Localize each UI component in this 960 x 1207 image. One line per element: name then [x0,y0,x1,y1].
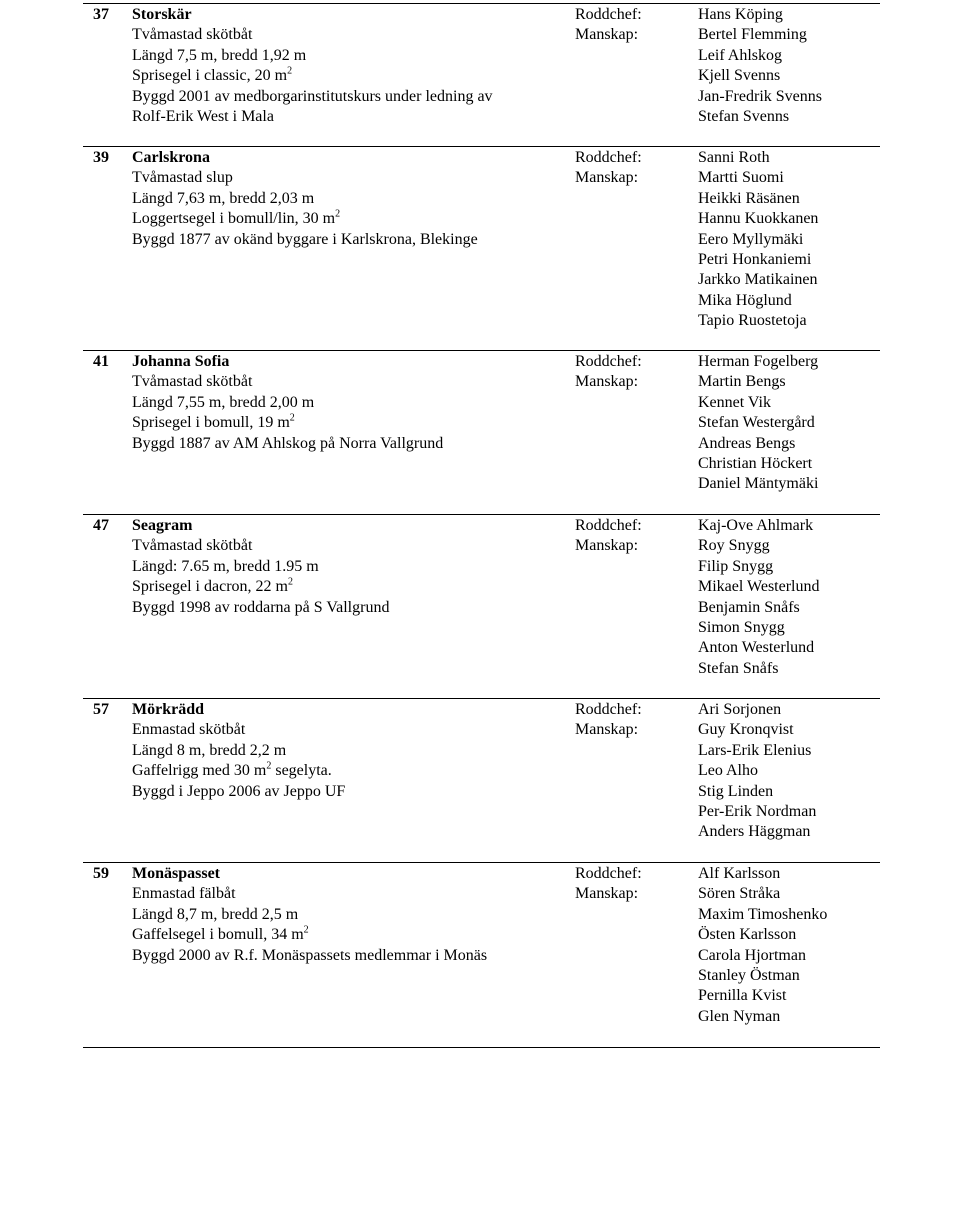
rule-separator [83,862,880,863]
boat-detail-text: Tvåmastad skötbåt [132,373,253,391]
boat-detail-text: Enmastad skötbåt [132,721,246,739]
crew-member: Daniel Mäntymäki [698,475,819,493]
crew-member: Anton Westerlund [698,639,815,657]
captain-label: Roddchef: [575,865,642,882]
rule-top [83,3,880,4]
boat-detail [132,741,286,761]
boat-detail-text: Byggd 1887 av AM Ahlskog på Norra Vallgrund [132,434,444,452]
boat-number: 57 [93,701,109,718]
boat-detail [132,87,493,107]
crew-member: Hannu Kuokkanen [698,210,819,228]
boat-detail [132,25,252,45]
boat-number: 47 [93,517,109,534]
boat-detail [132,925,309,945]
boat-detail-text: Sprisegel i classic, 20 m [132,67,288,85]
crew-member: Östen Karlsson [698,926,797,944]
boat-number: 59 [93,865,109,882]
crew-member: Roy Snygg [698,537,770,555]
boat-detail [132,761,332,781]
crew-member: Eero Myllymäki [698,230,804,248]
captain-name: Kaj-Ove Ahlmark [698,517,814,534]
boat-detail [132,413,295,433]
crew-label: Manskap: [575,373,639,391]
boat-detail [132,189,314,209]
captain-name: Herman Fogelberg [698,353,819,370]
superscript: 2 [335,208,341,220]
boat-detail [132,782,345,802]
boat-detail [132,557,319,577]
crew-member: Filip Snygg [698,557,774,575]
boat-detail-text: Byggd 1877 av okänd byggare i Karlskrona, Blekinge [132,230,478,248]
rule-separator [83,146,880,147]
captain-name: Hans Köping [698,6,783,23]
boat-detail [132,107,274,127]
boat-detail [132,434,443,454]
crew-member: Per-Erik Nordman [698,803,817,820]
crew-member: Simon Snygg [698,619,785,636]
superscript: 2 [289,412,295,424]
boat-detail [132,46,306,66]
captain-label: Roddchef: [575,353,642,370]
superscript: 2 [287,576,293,588]
boat-detail [132,536,252,556]
boat-detail [132,209,340,229]
boat-detail-text: Enmastad fälbåt [132,885,236,903]
boat-number: 37 [93,6,109,23]
boat-detail [132,393,314,413]
crew-member: Benjamin Snåfs [698,598,800,616]
crew-label: Manskap: [575,169,639,187]
boat-detail-text: Byggd i Jeppo 2006 av Jeppo UF [132,782,346,800]
crew-member: Anders Häggman [698,823,811,841]
boat-name: Carlskrona [132,149,210,166]
boat-detail-text: Tvåmastad slup [132,169,233,187]
boat-detail-text: Tvåmastad skötbåt [132,26,253,44]
superscript: 2 [303,924,309,936]
crew-member: Stefan Snåfs [698,659,779,677]
crew-member: Jan-Fredrik Svenns [698,87,822,105]
crew-member: Mikael Westerlund [698,578,820,596]
crew-member: Glen Nyman [698,1007,781,1025]
captain-label: Roddchef: [575,701,642,718]
rule-separator [83,698,880,699]
boat-detail-text: Byggd 2000 av R.f. Monäspassets medlemmar i Monäs [132,946,488,964]
rule-separator [83,350,880,351]
captain-label: Roddchef: [575,149,642,166]
crew-label: Manskap: [575,537,639,555]
boat-detail-text: Längd 7,5 m, bredd 1,92 m [132,46,307,64]
boat-name: Seagram [132,517,193,534]
boat-detail-text: Rolf-Erik West i Mala [132,108,274,125]
rule-bottom [83,1047,880,1048]
boat-detail [132,905,298,925]
boat-detail-text: Byggd 1998 av roddarna på S Vallgrund [132,598,390,616]
boat-detail-text: Sprisegel i dacron, 22 m [132,578,288,596]
crew-member: Pernilla Kvist [698,987,787,1005]
boat-detail [132,577,293,597]
crew-member: Leif Ahlskog [698,46,782,64]
crew-member: Stefan Svenns [698,108,790,125]
crew-member: Sören Stråka [698,885,781,903]
boat-detail-text: Byggd 2001 av medborgarinstitutskurs under ledning av [132,87,493,105]
captain-label: Roddchef: [575,6,642,23]
boat-detail-text: Sprisegel i bomull, 19 m [132,414,290,432]
boat-number: 39 [93,149,109,166]
captain-name: Alf Karlsson [698,865,781,882]
crew-member: Martin Bengs [698,373,786,391]
crew-member: Petri Honkaniemi [698,251,812,268]
crew-member: Mika Höglund [698,291,792,309]
crew-member: Stanley Östman [698,967,800,984]
boat-detail-suffix: segelyta. [271,762,332,780]
crew-member: Martti Suomi [698,169,784,187]
crew-member: Kjell Svenns [698,67,781,85]
rule-separator [83,514,880,515]
boat-detail-text: Loggertsegel i bomull/lin, 30 m [132,210,336,228]
crew-member: Lars-Erik Elenius [698,741,812,759]
boat-name: Mörkrädd [132,701,204,718]
boat-detail-text: Längd 7,55 m, bredd 2,00 m [132,393,315,411]
boat-detail [132,66,292,86]
boat-detail-text: Längd: 7.65 m, bredd 1.95 m [132,557,319,575]
boat-detail [132,946,487,966]
crew-member: Heikki Räsänen [698,189,800,207]
crew-label: Manskap: [575,26,639,44]
boat-detail-text: Gaffelrigg med 30 m [132,762,267,780]
boat-detail [132,372,252,392]
boat-detail [132,230,478,250]
captain-name: Sanni Roth [698,149,770,166]
boat-detail [132,168,233,188]
boat-detail-text: Gaffelsegel i bomull, 34 m [132,926,304,944]
crew-member: Kennet Vik [698,393,771,411]
boat-name: Johanna Sofia [132,353,230,370]
crew-member: Stig Linden [698,782,774,800]
boat-detail [132,598,389,618]
boat-detail-text: Tvåmastad skötbåt [132,537,253,555]
boat-detail [132,720,245,740]
boat-name: Storskär [132,6,192,23]
crew-label: Manskap: [575,885,639,903]
superscript: 2 [266,760,272,772]
superscript: 2 [287,65,293,77]
crew-member: Tapio Ruostetoja [698,312,807,330]
boat-detail [132,884,236,904]
boat-name: Monäspasset [132,865,221,882]
crew-member: Bertel Flemming [698,26,807,44]
crew-member: Carola Hjortman [698,946,806,964]
crew-member: Stefan Westergård [698,414,815,432]
crew-member: Guy Kronqvist [698,721,794,739]
boat-detail-text: Längd 8,7 m, bredd 2,5 m [132,905,299,923]
crew-member: Andreas Bengs [698,434,796,452]
crew-member: Leo Alho [698,762,758,780]
boat-number: 41 [93,353,109,370]
crew-member: Jarkko Matikainen [698,271,818,289]
boat-detail-text: Längd 7,63 m, bredd 2,03 m [132,189,315,207]
crew-member: Christian Höckert [698,455,813,472]
crew-label: Manskap: [575,721,639,739]
captain-name: Ari Sorjonen [698,701,782,718]
crew-member: Maxim Timoshenko [698,905,828,923]
boat-detail-text: Längd 8 m, bredd 2,2 m [132,741,287,759]
captain-label: Roddchef: [575,517,642,534]
